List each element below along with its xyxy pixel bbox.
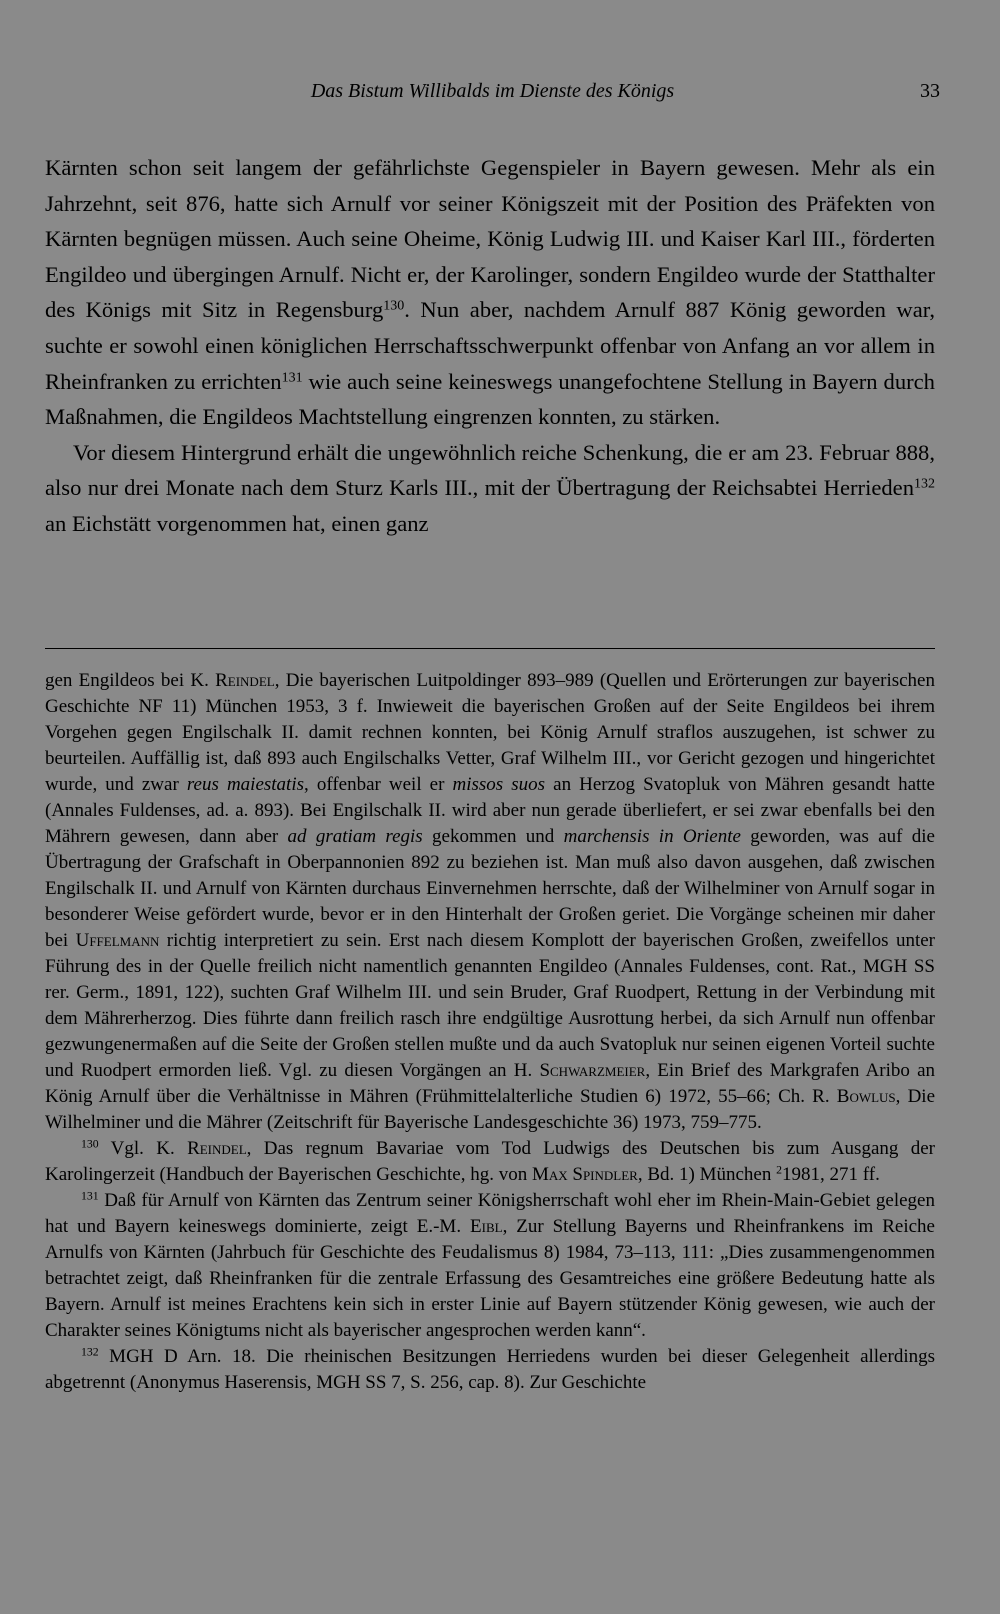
footnote-divider [45,648,935,649]
text-run: MGH D Arn. 18. Die rheinischen Besitzungen Herriedens wurden bei dieser Gelegenheit allerdings abgetrennt (Anonymus Haserensis, MGH SS 7, S. 256, cap. 8). Zur Geschichte [45,1346,935,1393]
text-run: wie auch seine keineswegs unangefochtene Stellung in Bayern durch Maßnahmen, die Engildeos Machtstellung eingrenzen konnten, zu stärken. [45,368,935,430]
main-text [45,150,935,542]
author-name: Max Spindler [531,1164,638,1185]
latin-term: missos suos [452,774,546,795]
footnotes [45,668,935,1396]
author-name: Reindel [215,670,275,691]
text-run: Vgl. K. [98,1138,188,1159]
footnote-130 [45,1136,935,1188]
footnote-ref-131: 131 [281,369,303,385]
text-run: Daß für Arnulf von Kärnten das Zentrum seiner Königsherrschaft wohl eher im Rhein-Main-Gebiet gelegen hat und Bayern keineswegs dominierte, zeigt E.-M. [45,1190,935,1237]
text-run: gen Engildeos bei K. [45,670,216,691]
text-run: , Die Wilhelminer und die Mährer (Zeitschrift für Bayerische Landesgeschichte 36) 1973, 759–775. [45,1086,936,1133]
paragraph-1 [45,150,935,435]
edition-number: 2 [776,1163,783,1177]
author-name: Eibl [470,1216,503,1237]
text-run: , Ein Brief des Markgrafen Aribo an König Arnulf über die Verhältnisse in Mähren (Frühmittelalterliche Studien 6) 1972, 55–66; Ch. R. [45,1060,935,1107]
text-run: , Zur Stellung Bayerns und Rheinfrankens im Reiche Arnulfs von Kärnten (Jahrbuch für Geschichte des Feudalismus 8) 1984, 73–113, 111: „Dies zusammengenommen betrachtet zeigt, daß Rheinfranken für die zentrale Erfassung des Gesamtreiches eine größere Bedeutung hatte als Bayern. Arnulf ist meines Erachtens kein sich in erster Linie auf Bayern stützender König gewesen, wie auch der Charakter seines Königtums nicht als bayerischer angesprochen werden kann“. [45,1216,935,1341]
text-run: , Bd. 1) München [637,1164,777,1185]
text-run: geworden, was auf die Übertragung der Grafschaft in Oberpannonien 892 zu beziehen ist. Man muß also davon ausgehen, daß zwischen Engilschalk II. und Arnulf von Kärnten durchaus Einvernehmen herrschte, daß der Wilhelminer von Arnulf sogar in besonderer Weise gefördert wurde, bevor er in den Hinterhalt der Großen geriet. Die Vorgänge scheinen mir daher bei [45,826,935,951]
author-name: Schwarzmeier [539,1060,646,1081]
running-title: Das Bistum Willibalds im Dienste des Königs [310,80,675,102]
text-run: an Herzog Svatopluk von Mähren gesandt hatte (Annales Fuldenses, ad. a. 893). Bei Engilschalk II. wird aber nun gerade überliefert, er sei zwar ebenfalls bei den Mährern gewesen, dann aber [45,774,935,847]
footnote-ref-130: 130 [383,298,405,314]
text-run: richtig interpretiert zu sein. Erst nach diesem Komplott der bayerischen Großen, zweifellos unter Führung des in der Quelle freilich nicht namentlich genannten Engildeo (Annales Fuldenses, cont. Rat., MGH SS rer. Germ., 1891, 122), suchten Graf Wilhelm III. und sein Bruder, Graf Ruodpert, Rettung in der Verbindung mit dem Mährerherzog. Dies führte dann freilich rasch ihre endgültige Ausrottung herbei, da sich Arnulf nun offenbar gezwungenermaßen auf die Seite der Großen stellen mußte und da auch Svatopluk nur seinen eigenen Vorteil suchte und Ruodpert ermorden ließ. Vgl. zu diesen Vorgängen an H. [45,930,935,1081]
text-run: , Das regnum Bavariae vom Tod Ludwigs des Deutschen bis zum Ausgang der Karolingerzeit (Handbuch der Bayerischen Geschichte, hg. von [45,1138,935,1185]
footnote-132 [45,1344,935,1396]
footnote-131 [45,1188,935,1344]
paragraph-2 [45,435,935,542]
author-name: Uffelmann [75,930,160,951]
text-run: Kärnten schon seit langem der gefährlichste Gegenspieler in Bayern gewesen. Mehr als ein Jahrzehnt, seit 876, hatte sich Arnulf vor seiner Königszeit mit der Position des Präfekten von Kärnten begnügen müssen. Auch seine Oheime, König Ludwig III. und Kaiser Karl III., förderten Engildeo und übergingen Arnulf. Nicht er, der Karolinger, sondern Engildeo wurde der Statthalter des Königs mit Sitz in Regensburg [45,155,935,323]
page-number: 33 [920,80,940,102]
footnote-number: 132 [81,1345,99,1359]
author-name: Bowlus [836,1086,896,1107]
text-run: gekommen und [422,826,564,847]
footnote-ref-132: 132 [914,476,935,492]
footnote-continuation [45,668,935,1136]
text-run: , Die bayerischen Luitpoldinger 893–989 (Quellen und Erörterungen zur bayerischen Geschichte NF 11) München 1953, 3 f. Inwieweit die bayerischen Großen auf der Seite Engildeos bei ihrem Vorgehen gegen Engilschalk II. damit rechnen konnten, bei König Arnulf straflos auszugehen, ist schwer zu beurteilen. Auffällig ist, daß 893 auch Engilschalks Vetter, Graf Wilhelm III., vor Gericht gezogen und hingerichtet wurde, und zwar [45,670,935,795]
text-run: , offenbar weil er [304,774,453,795]
latin-term: marchensis in Oriente [563,826,741,847]
latin-term: ad gratiam regis [287,826,423,847]
running-head [45,80,940,110]
text-run: 1981, 271 ff. [782,1164,880,1185]
footnote-number: 131 [81,1189,99,1203]
text-run: an Eichstätt vorgenommen hat, einen ganz [45,510,429,536]
text-run: Vor diesem Hintergrund erhält die ungewöhnlich reiche Schenkung, die er am 23. Februar 888, also nur drei Monate nach dem Sturz Karls III., mit der Übertragung der Reichsabtei Herrieden [45,439,935,501]
text-run: . Nun aber, nachdem Arnulf 887 König geworden war, suchte er sowohl einen königlichen Herrschaftsschwerpunkt offenbar von Anfang an vor allem in Rheinfranken zu errichten [45,297,935,394]
author-name: Reindel [187,1138,247,1159]
latin-term: reus maiestatis [186,774,305,795]
footnote-number: 130 [81,1137,99,1151]
